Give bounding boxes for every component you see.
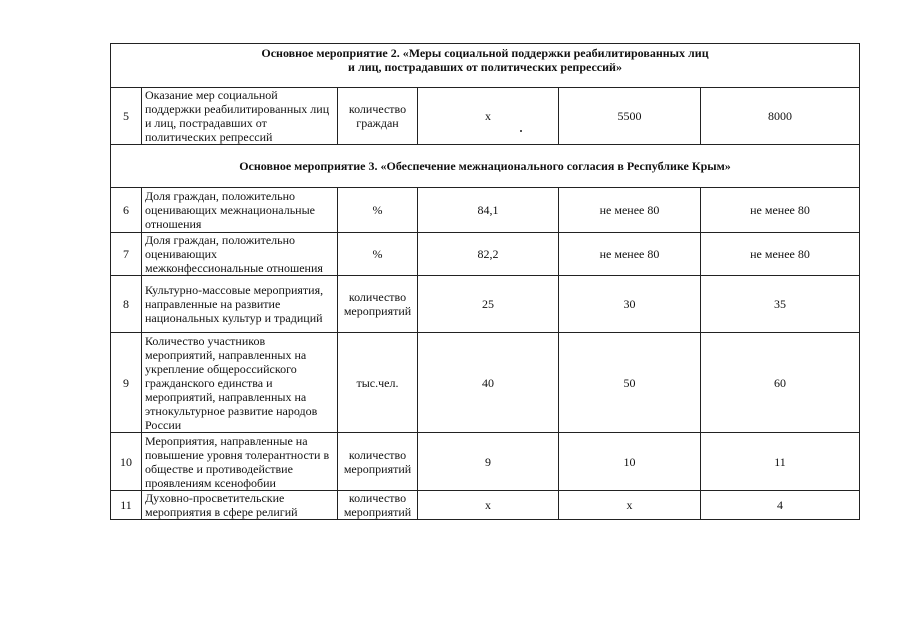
section-header-row [111,44,860,88]
value-col-1: x [418,491,559,520]
value-col-3: 60 [701,333,860,433]
table-row [111,491,860,520]
value-col-1: 82,2 [418,233,559,276]
scan-speck [520,130,522,132]
unit-of-measure: % [338,233,418,276]
value-col-1: 9 [418,433,559,491]
table-row [111,433,860,491]
table-row [111,333,860,433]
value-col-2: не менее 80 [559,188,701,233]
value-col-1: 84,1 [418,188,559,233]
value-col-2: 5500 [559,88,701,145]
section-title-2-line2: и лиц, пострадавших от политических репрессий» [348,59,622,74]
section-title-2-line1: Основное мероприятие 2. «Меры социальной поддержки реабилитированных лиц [261,45,709,60]
value-col-3: 11 [701,433,860,491]
row-number: 8 [111,276,142,333]
indicator-name: Оказание мер социальной поддержки реабилитированных лиц и лиц, пострадавших от политических репрессий [142,88,338,145]
section-header-row [111,145,860,188]
row-number: 10 [111,433,142,491]
indicator-name: Культурно-массовые мероприятия, направленные на развитие национальных культур и традиций [142,276,338,333]
row-number: 7 [111,233,142,276]
table-row [111,88,860,145]
indicator-name: Доля граждан, положительно оценивающих межнациональные отношения [142,188,338,233]
value-col-2: не менее 80 [559,233,701,276]
indicator-name: Мероприятия, направленные на повышение уровня толерантности в обществе и противодействие проявлениям ксенофобии [142,433,338,491]
unit-of-measure: количество граждан [338,88,418,145]
indicators-table [110,43,860,520]
indicator-name: Количество участников мероприятий, направленных на укрепление общероссийского гражданского единства и мероприятий, направленных на этнокультурное развитие народов России [142,333,338,433]
table-row [111,188,860,233]
value-col-1: 25 [418,276,559,333]
indicator-name: Духовно-просветительские мероприятия в сфере религий [142,491,338,520]
unit-of-measure: количество мероприятий [338,433,418,491]
row-number: 6 [111,188,142,233]
value-col-3: не менее 80 [701,188,860,233]
value-col-2: 50 [559,333,701,433]
value-col-1: x [418,88,559,145]
value-col-2: x [559,491,701,520]
value-col-3: 35 [701,276,860,333]
unit-of-measure: количество мероприятий [338,491,418,520]
indicator-name: Доля граждан, положительно оценивающих межконфессиональные отношения [142,233,338,276]
table-row [111,276,860,333]
row-number: 11 [111,491,142,520]
unit-of-measure: количество мероприятий [338,276,418,333]
value-col-3: 4 [701,491,860,520]
section-title-3: Основное мероприятие 3. «Обеспечение межнационального согласия в Республике Крым» [111,145,860,188]
value-col-2: 30 [559,276,701,333]
section-title-2 [111,44,860,88]
value-col-2: 10 [559,433,701,491]
table-row [111,233,860,276]
value-col-1: 40 [418,333,559,433]
row-number: 9 [111,333,142,433]
value-col-3: не менее 80 [701,233,860,276]
unit-of-measure: % [338,188,418,233]
row-number: 5 [111,88,142,145]
unit-of-measure: тыс.чел. [338,333,418,433]
value-col-3: 8000 [701,88,860,145]
